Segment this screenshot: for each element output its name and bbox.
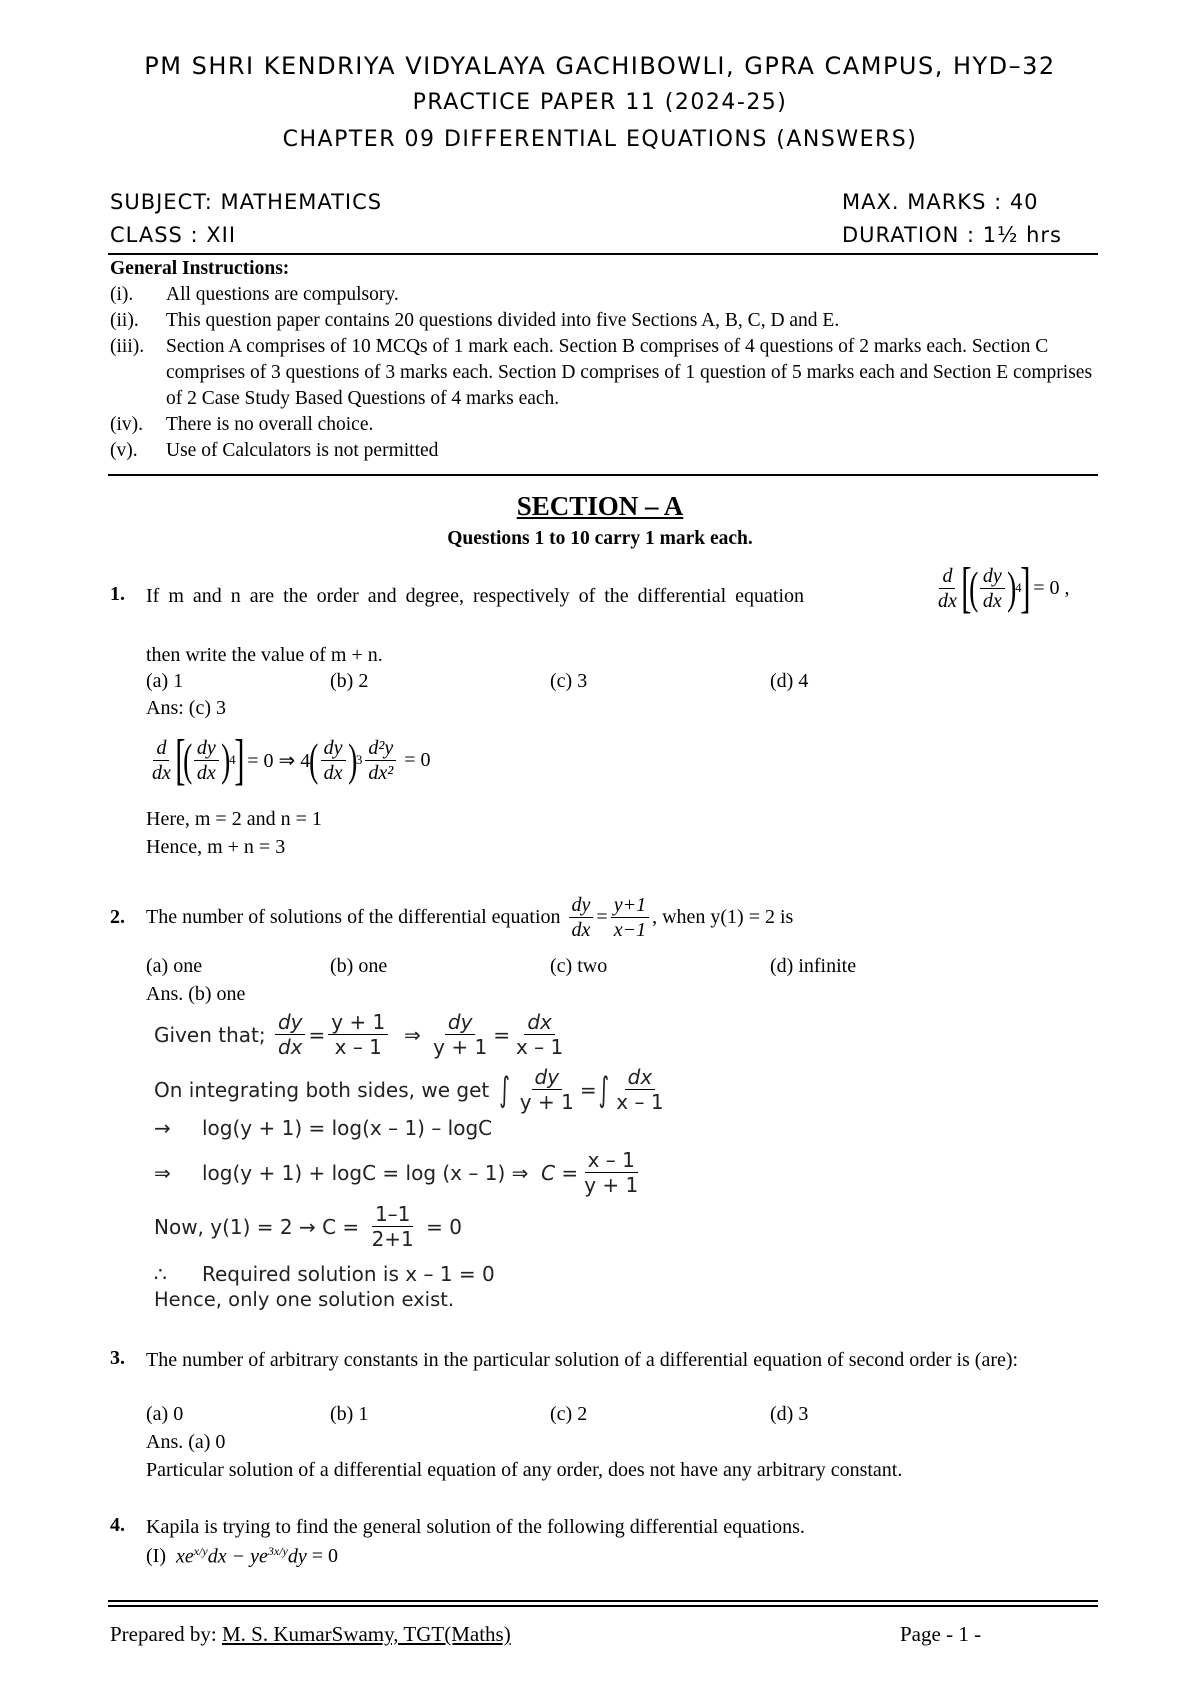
q2-option-a: (a) one — [146, 955, 203, 977]
instruction-item — [110, 308, 1100, 334]
q2-step-1: → log(y + 1) = log(x – 1) – logC — [154, 1116, 493, 1140]
prepared-label: Prepared by: — [110, 1622, 217, 1646]
question-number: 4. — [110, 1514, 125, 1536]
question-number: 2. — [110, 906, 125, 928]
q2-required: ∴ Required solution is x – 1 = 0 — [154, 1262, 495, 1286]
instruction-item — [110, 438, 1100, 464]
paper-title: PRACTICE PAPER 11 (2024-25) — [412, 90, 788, 115]
q2-integrating: On integrating both sides, we get ∫ $\frac{dy}{y + 1}$ = ∫ $\frac{dx}{x - 1}$ — [154, 1065, 664, 1114]
q1-option-d: (d) 4 — [770, 670, 809, 692]
q2-required-text: Required solution is x – 1 = 0 — [202, 1262, 495, 1286]
instruction-text: All questions are compulsory. — [166, 284, 399, 305]
class-label: CLASS : XII — [110, 223, 237, 247]
chapter-title: CHAPTER 09 DIFFERENTIAL EQUATIONS (ANSWERS) — [282, 127, 918, 152]
q1-option-a: (a) 1 — [146, 670, 184, 692]
max-marks-label: MAX. MARKS : 40 — [842, 190, 1039, 214]
instruction-item — [110, 282, 1100, 308]
q1-text: If m and n are the order and degree, respectively of the differential equation — [146, 585, 805, 607]
q1-solution-equation: $\frac{d}{dx}$ [ ( $\frac{dy}{dx}$ ) 4 ] = 0 ⇒ 4 ( $\frac{dy}{dx}$ ) 3 $\frac{\text{d²y}}{\text{dx²}}$ = 0 — [152, 729, 431, 791]
q3-option-b: (b) 1 — [330, 1403, 369, 1425]
instruction-item — [110, 412, 1100, 438]
q3-explanation: Particular solution of a differential equation of any order, does not have any arbitrary constant. — [146, 1459, 903, 1481]
q3-option-c: (c) 2 — [550, 1403, 588, 1425]
q2-question: The number of solutions of the differential equation $\frac{dy}{dx}$ = $\frac{y+1}{x-1}$ , when y(1) = 2 is — [146, 894, 794, 941]
footer-prepared — [110, 1622, 511, 1647]
q4-equation-1: (I) $xe^{x/y}dx - ye^{3x/y}dy$ = 0 — [146, 1544, 339, 1568]
instructions-divider — [108, 474, 1098, 476]
q2-given-label: Given that; — [154, 1022, 266, 1047]
general-instructions — [110, 256, 1100, 464]
q2-step-1-text: log(y + 1) = log(x – 1) – logC — [202, 1116, 493, 1140]
q1-hence: Hence, m + n = 3 — [146, 836, 286, 858]
section-title: SECTION – A — [516, 491, 684, 521]
duration-label: DURATION : 1½ hrs — [842, 223, 1062, 247]
q2-hence: Hence, only one solution exist. — [154, 1288, 455, 1311]
instruction-num: (iv). — [110, 414, 144, 435]
q2-condition: , when y(1) = 2 is — [652, 906, 794, 928]
q1-answer: Ans: (c) 3 — [146, 697, 226, 719]
instruction-num: (i). — [110, 284, 134, 305]
q2-step-2-text: log(y + 1) + logC = log (x – 1) — [202, 1160, 506, 1185]
instruction-text: There is no overall choice. — [166, 414, 374, 435]
school-name: PM SHRI KENDRIYA VIDYALAYA GACHIBOWLI, GPRA CAMPUS, HYD–32 — [144, 52, 1056, 80]
question-number: 3. — [110, 1347, 125, 1369]
q2-step-2: ⇒ log(y + 1) + logC = log (x – 1) ⇒ C = $\frac{x - 1}{y + 1}$ — [154, 1148, 639, 1197]
instruction-num: (v). — [110, 440, 138, 461]
q2-text: The number of solutions of the differential equation — [146, 906, 561, 928]
q2-option-b: (b) one — [330, 955, 388, 977]
q1-equation: $\frac{d}{dx}$ [ ( $\frac{dy}{dx}$ ) 4 ] = 0 , — [938, 557, 1070, 619]
q2-now: Now, y(1) = 2 → C = $\frac{1-1}{2+1}$ = 0 — [154, 1202, 462, 1251]
page-number: Page - 1 - — [900, 1622, 982, 1646]
q2-answer: Ans. (b) one — [146, 983, 246, 1005]
q3-text: The number of arbitrary constants in the particular solution of a differential equation of second order is (are): — [146, 1349, 1019, 1371]
footer-divider-bottom — [108, 1605, 1098, 1607]
q1-option-c: (c) 3 — [550, 670, 588, 692]
instruction-text: This question paper contains 20 questions divided into five Sections A, B, C, D and E. — [166, 310, 840, 331]
q1-option-b: (b) 2 — [330, 670, 369, 692]
q2-integrating-label: On integrating both sides, we get — [154, 1077, 490, 1102]
instruction-text: Section A comprises of 10 MCQs of 1 mark each. Section B comprises of 4 questions of 2 marks each. Section C comprises of 3 questions of 3 marks each. Section D comprises of 1 question of 5 marks each and Section E comprises of 2 Case Study Based Questions of 4 marks each. — [166, 336, 1093, 409]
q2-option-c: (c) two — [550, 955, 608, 977]
q2-option-d: (d) infinite — [770, 955, 857, 977]
footer-divider-top — [108, 1600, 1098, 1602]
question-number: 1. — [110, 583, 125, 605]
q3-option-a: (a) 0 — [146, 1403, 184, 1425]
section-subtitle: Questions 1 to 10 carry 1 mark each. — [447, 528, 753, 549]
subject-label: SUBJECT: MATHEMATICS — [110, 190, 383, 214]
prepared-name: M. S. KumarSwamy, TGT(Maths) — [221, 1622, 511, 1646]
header-divider — [108, 253, 1098, 255]
q3-answer: Ans. (a) 0 — [146, 1431, 226, 1453]
instruction-item — [110, 334, 1100, 412]
q4-text: Kapila is trying to find the general solution of the following differential equations. — [146, 1516, 805, 1538]
q4-item-label: (I) — [146, 1544, 166, 1567]
instruction-num: (iii). — [110, 336, 145, 357]
q1-here: Here, m = 2 and n = 1 — [146, 808, 322, 830]
q2-given: Given that; $\frac{dy}{dx}$ = $\frac{y + 1}{x - 1}$ ⇒ $\frac{dy}{y + 1}$ = $\frac{dx}{x - 1}$ — [154, 1010, 564, 1059]
instruction-num: (ii). — [110, 310, 139, 331]
q3-option-d: (d) 3 — [770, 1403, 809, 1425]
instructions-title: General Instructions: — [110, 258, 290, 279]
q2-now-text: Now, y(1) = 2 — [154, 1214, 293, 1239]
instruction-text: Use of Calculators is not permitted — [166, 440, 439, 461]
q1-text-2: then write the value of m + n. — [146, 644, 383, 666]
